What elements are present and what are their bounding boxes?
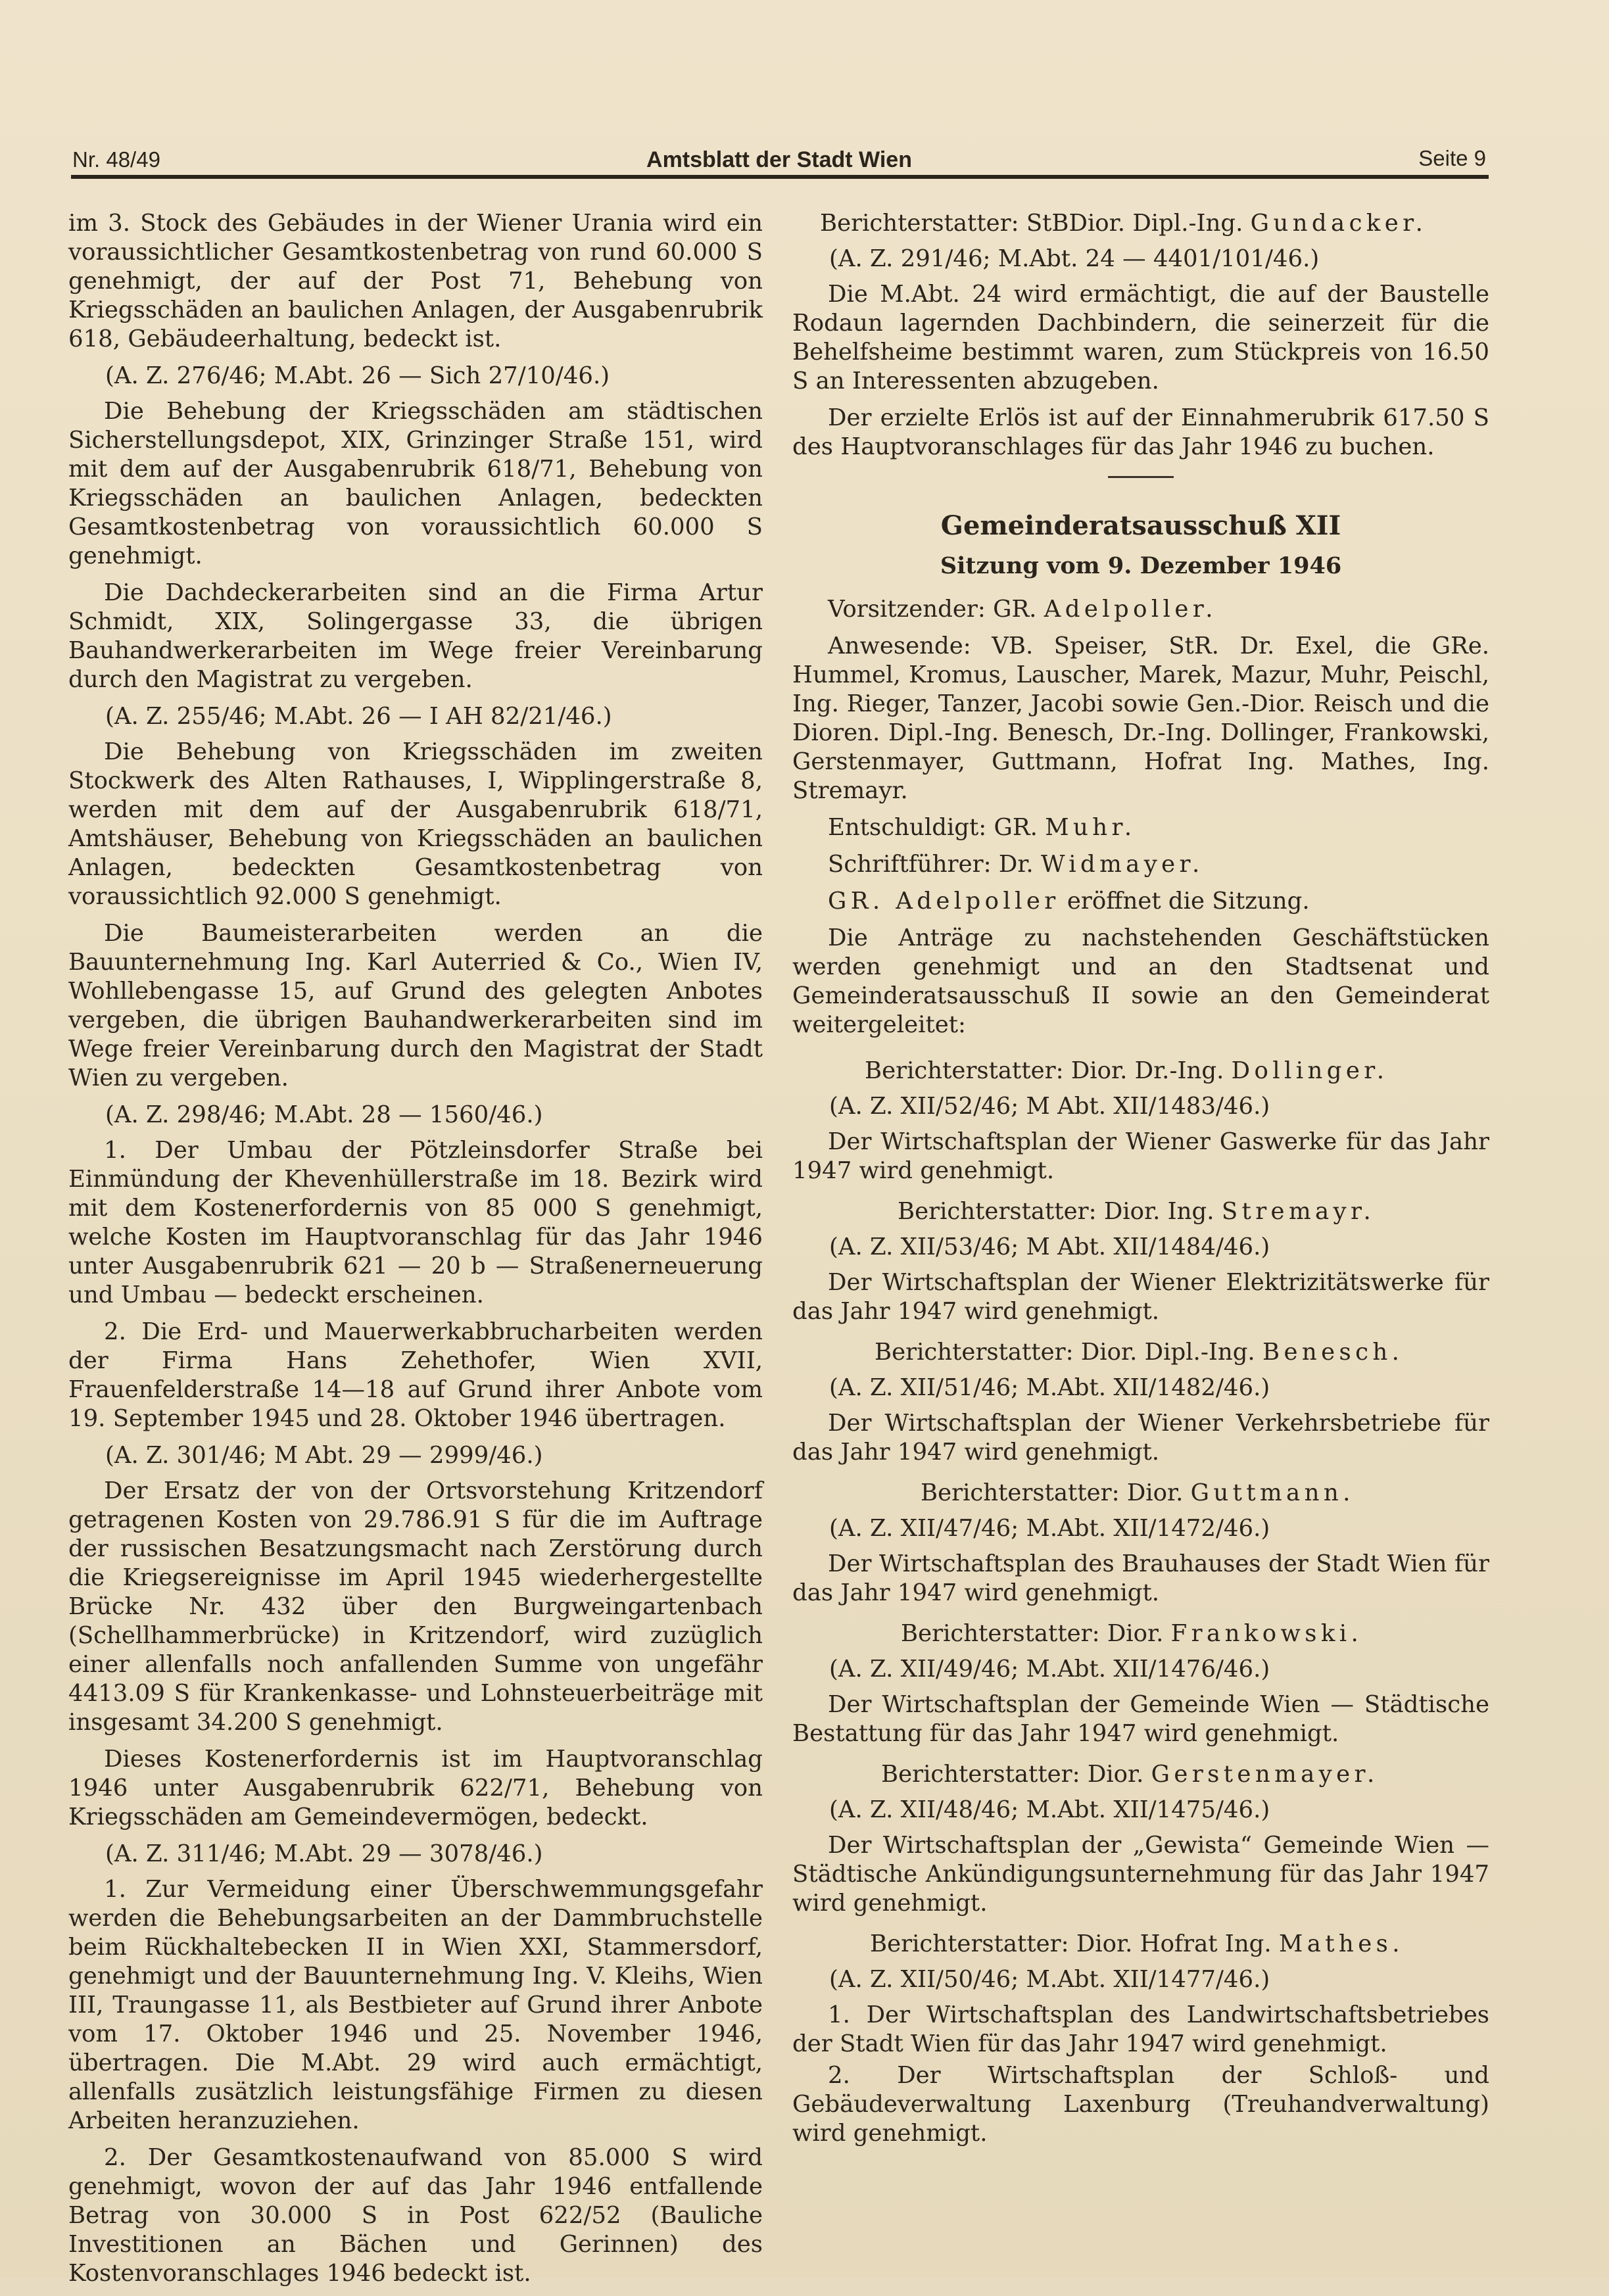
- paragraph: 1. Zur Vermeidung einer Überschwemmungsgefahr werden die Behebungsarbeiten an der Dammbruchstelle beim Rückhaltebecken II in Wien XXI, Stammersdorf, genehmigt und der Bauunternehmung Ing. V. Kleihs, Wien III, Traungasse 11, als Bestbieter auf Grund ihrer Anbote vom 17. Oktober 1946 und 25. November 1946, übertragen. Die M.Abt. 29 wird auch ermächtigt, allenfalls zusätzlich leistungsfähige Firmen zu diesen Arbeiten heranzuziehen.: [68, 1876, 763, 2134]
- rapporteur-label: Berichterstatter: StBDior. Dipl.-Ing.: [820, 210, 1251, 237]
- paragraph: 2. Der Wirtschaftsplan der Schloß- und Gebäudeverwaltung Laxenburg (Treuhandverwaltung) wird genehmigt.: [792, 2062, 1489, 2147]
- paragraph: Der erzielte Erlös ist auf der Einnahmerubrik 617.50 S des Hauptvoranschlages für das Jahr 1946 zu buchen.: [792, 404, 1489, 460]
- rapporteur-line: [792, 1057, 1489, 1086]
- rapporteur-name: Gerstenmayer.: [1151, 1761, 1379, 1788]
- file-reference: (A. Z. XII/53/46; M Abt. XII/1484/46.): [829, 1233, 1270, 1260]
- present-line: [792, 632, 1489, 805]
- file-reference: (A. Z. XII/48/46; M.Abt. XII/1475/46.): [829, 1796, 1270, 1823]
- rapporteur-line: [792, 1479, 1489, 1508]
- paragraph: Die Baumeisterarbeiten werden an die Bauunternehmung Ing. Karl Auterried & Co., Wien IV, Wohllebengasse 15, auf Grund des gelegten Anbotes vergeben, die übrigen Bauhandwerkerarbeiten sind im Wege freier Vereinbarung durch den Magistrat der Stadt Wien zu vergeben.: [68, 920, 763, 1091]
- paragraph: Der Wirtschaftsplan der Gemeinde Wien — Städtische Bestattung für das Jahr 1947 wird genehmigt.: [792, 1691, 1489, 1747]
- paragraph: Der Ersatz der von der Ortsvorstehung Kritzendorf getragenen Kosten von 29.786.91 S für die im Auftrage der russischen Besatzungsmacht nach Zerstörung durch die Kriegsereignisse im April 1945 wiederhergestellte Brücke Nr. 432 über den Burgweingartenbach (Schellhammerbrücke) in Kritzendorf, wird zuzüglich einer allenfalls noch anfallenden Summe von ungefähr 4413.09 S für Krankenkasse- und Lohnsteuerbeiträge mit insgesamt 34.200 S genehmigt.: [68, 1477, 763, 1736]
- paragraph: 2. Die Erd- und Mauerwerkabbrucharbeiten werden der Firma Hans Zehethofer, Wien XVII, Frauenfelderstraße 14—18 auf Grund ihrer Anbote vom 19. September 1945 und 28. Oktober 1946 übertragen.: [68, 1318, 763, 1432]
- paragraph: Die Dachdeckerarbeiten sind an die Firma Artur Schmidt, XIX, Solingergasse 33, die übrigen Bauhandwerkerarbeiten im Wege freier Vereinbarung durch den Magistrat zu vergeben.: [68, 579, 763, 693]
- paragraph: Dieses Kostenerfordernis ist im Hauptvoranschlag 1946 unter Ausgabenrubrik 622/71, Behebung von Kriegsschäden am Gemeindevermögen, bedeckt.: [68, 1746, 763, 1830]
- file-reference: (A. Z. XII/49/46; M.Abt. XII/1476/46.): [829, 1656, 1270, 1683]
- opening-line: [792, 887, 1489, 916]
- present-names: Speiser, StR. Dr. Exel, die GRe. Hummel, Kromus, Lauscher, Marek, Mazur, Muhr, Peischl, Ing. Rieger, Tanzer, Jacobi sowie Gen.-Dior. Reisch und die Dioren. Dipl.-Ing. Benesch, Dr.-Ing. Dollinger, Frankowski, Gerstenmayer, Guttmann, Hofrat Ing. Mathes, Ing. Stremayr.: [792, 633, 1489, 804]
- header-rule: [71, 175, 1489, 179]
- paragraph: Der Wirtschaftsplan der Wiener Verkehrsbetriebe für das Jahr 1947 wird genehmigt.: [792, 1410, 1489, 1466]
- rapporteur-label: Berichterstatter: Dior. Hofrat Ing.: [870, 1930, 1279, 1957]
- opening-name: GR. Adelpoller: [828, 888, 1060, 915]
- paragraph: Der Wirtschaftsplan der „Gewista“ Gemeinde Wien — Städtische Ankündigungsunternehmung für das Jahr 1947 wird genehmigt.: [792, 1832, 1489, 1917]
- rapporteur-line: [792, 1760, 1489, 1789]
- file-reference: (A. Z. 311/46; M.Abt. 29 — 3078/46.): [105, 1840, 543, 1867]
- rapporteur-label: Berichterstatter: Dior. Dr.-Ing.: [865, 1057, 1232, 1084]
- paragraph: im 3. Stock des Gebäudes in der Wiener Urania wird ein voraussichtlicher Gesamtkostenbetrag von rund 60.000 S genehmigt, der auf der Post 71, Behebung von Kriegsschäden an baulichen Anlagen, der Ausgabenrubrik 618, Gebäudeerhaltung, bedeckt ist.: [68, 210, 763, 352]
- file-reference: (A. Z. 255/46; M.Abt. 26 — I AH 82/21/46.): [105, 703, 612, 730]
- paragraph: 1. Der Umbau der Pötzleinsdorfer Straße bei Einmündung der Khevenhüllerstraße im 18. Bezirk wird mit dem Kostenerfordernis von 85 000 S genehmigt, welche Kosten im Hauptvoranschlag für das Jahr 1946 unter Ausgabenrubrik 621 — 20 b — Straßenerneuerung und Umbau — bedeckt erscheinen.: [68, 1137, 763, 1308]
- rapporteur-name: Guttmann.: [1190, 1479, 1355, 1506]
- paragraph: Die Behebung der Kriegsschäden am städtischen Sicherstellungsdepot, XIX, Grinzinger Straße 151, wird mit dem auf der Ausgabenrubrik 618/71, Behebung von Kriegsschäden an baulichen Anlagen, bedeckten Gesamtkostenbetrag von voraussichtlich 60.000 S genehmigt.: [68, 398, 763, 569]
- paragraph: Die M.Abt. 24 wird ermächtigt, die auf der Baustelle Rodaun lagernden Dachbindern, die seinerzeit für die Behelfsheime bestimmt waren, zum Stückpreis von 16.50 S an Interessenten abzugeben.: [792, 281, 1489, 395]
- rapporteur-label: Berichterstatter: Dior.: [881, 1761, 1151, 1788]
- rapporteur-name: Stremayr.: [1221, 1198, 1376, 1225]
- right-column: [792, 209, 1489, 2156]
- rapporteur-name: Mathes.: [1278, 1930, 1404, 1957]
- file-reference: (A. Z. XII/51/46; M.Abt. XII/1482/46.): [829, 1374, 1270, 1401]
- file-reference: (A. Z. 276/46; M.Abt. 26 — Sich 27/10/46.): [105, 362, 610, 389]
- paragraph: Der Wirtschaftsplan der Wiener Elektrizitätswerke für das Jahr 1947 wird genehmigt.: [792, 1269, 1489, 1325]
- secretary-label: Schriftführer: Dr.: [828, 851, 1041, 878]
- publication-title: Amtsblatt der Stadt Wien: [646, 147, 912, 172]
- section-subtitle: Sitzung vom 9. Dezember 1946: [940, 552, 1342, 579]
- excused-name: Muhr.: [1045, 814, 1136, 841]
- rapporteur-line: [792, 1619, 1489, 1648]
- issue-number: Nr. 48/49: [72, 147, 160, 172]
- left-column: [68, 209, 763, 2296]
- excused-label: Entschuldigt: GR.: [828, 814, 1045, 841]
- rapporteur-name: Benesch.: [1262, 1339, 1404, 1366]
- rapporteur-line: [792, 1930, 1489, 1959]
- opening-text: eröffnet die Sitzung.: [1059, 888, 1310, 915]
- intro-paragraph: Die Anträge zu nachstehenden Geschäftstücken werden genehmigt und an den Stadtsenat und Gemeinderatsausschuß II sowie an den Gemeinderat weitergeleitet:: [792, 924, 1489, 1038]
- rapporteur-line: [792, 209, 1489, 238]
- file-reference: (A. Z. 291/46; M.Abt. 24 — 4401/101/46.): [829, 245, 1320, 272]
- secretary-line: [792, 850, 1489, 879]
- rapporteur-name: Dollinger.: [1231, 1057, 1389, 1084]
- file-reference: (A. Z. XII/52/46; M Abt. XII/1483/46.): [829, 1093, 1270, 1120]
- secretary-name: Widmayer.: [1040, 851, 1204, 878]
- rapporteur-line: [792, 1338, 1489, 1367]
- rapporteur-label: Berichterstatter: Dior.: [901, 1620, 1171, 1647]
- rapporteur-line: [792, 1197, 1489, 1226]
- file-reference: (A. Z. XII/47/46; M.Abt. XII/1472/46.): [829, 1515, 1270, 1542]
- file-reference: (A. Z. XII/50/46; M.Abt. XII/1477/46.): [829, 1966, 1270, 1993]
- present-label: Anwesende: VB.: [828, 633, 1054, 659]
- rapporteur-name: Gundacker.: [1250, 210, 1428, 237]
- paragraph: Die Behebung von Kriegsschäden im zweiten Stockwerk des Alten Rathauses, I, Wipplingerstraße 8, werden mit dem auf der Ausgabenrubrik 618/71, Amtshäuser, Behebung von Kriegsschäden an baulichen Anlagen, bedeckten Gesamtkostenbetrag von voraussichtlich 92.000 S genehmigt.: [68, 738, 763, 910]
- page-number: Seite 9: [1418, 146, 1486, 170]
- rapporteur-label: Berichterstatter: Dior. Dipl.-Ing.: [875, 1339, 1262, 1366]
- excused-line: [792, 813, 1489, 842]
- file-reference: (A. Z. 301/46; M Abt. 29 — 2999/46.): [105, 1442, 543, 1469]
- rapporteur-name: Frankowski.: [1170, 1620, 1363, 1647]
- chair-name: Adelpoller.: [1044, 596, 1217, 623]
- paragraph: Der Wirtschaftsplan der Wiener Gaswerke für das Jahr 1947 wird genehmigt.: [792, 1128, 1489, 1184]
- section-title: Gemeinderatsausschuß XII: [940, 510, 1341, 541]
- page-header: [72, 139, 1486, 179]
- chair-label: Vorsitzender: GR.: [828, 596, 1044, 623]
- paragraph: 2. Der Gesamtkostenaufwand von 85.000 S wird genehmigt, wovon der auf das Jahr 1946 entfallende Betrag von 30.000 S in Post 622/52 (Bauliche Investitionen an Bächen und Gerinnen) des Kostenvoranschlages 1946 bedeckt ist.: [68, 2144, 763, 2287]
- chair-line: [792, 595, 1489, 624]
- rapporteur-label: Berichterstatter: Dior. Ing.: [898, 1198, 1222, 1225]
- paragraph: Der Wirtschaftsplan des Brauhauses der Stadt Wien für das Jahr 1947 wird genehmigt.: [792, 1550, 1489, 1606]
- paragraph: 1. Der Wirtschaftsplan des Landwirtschaftsbetriebes der Stadt Wien für das Jahr 1947 wird genehmigt.: [792, 2001, 1489, 2057]
- rapporteur-label: Berichterstatter: Dior.: [921, 1479, 1191, 1506]
- section-divider: [1108, 476, 1174, 478]
- file-reference: (A. Z. 298/46; M.Abt. 28 — 1560/46.): [105, 1101, 543, 1128]
